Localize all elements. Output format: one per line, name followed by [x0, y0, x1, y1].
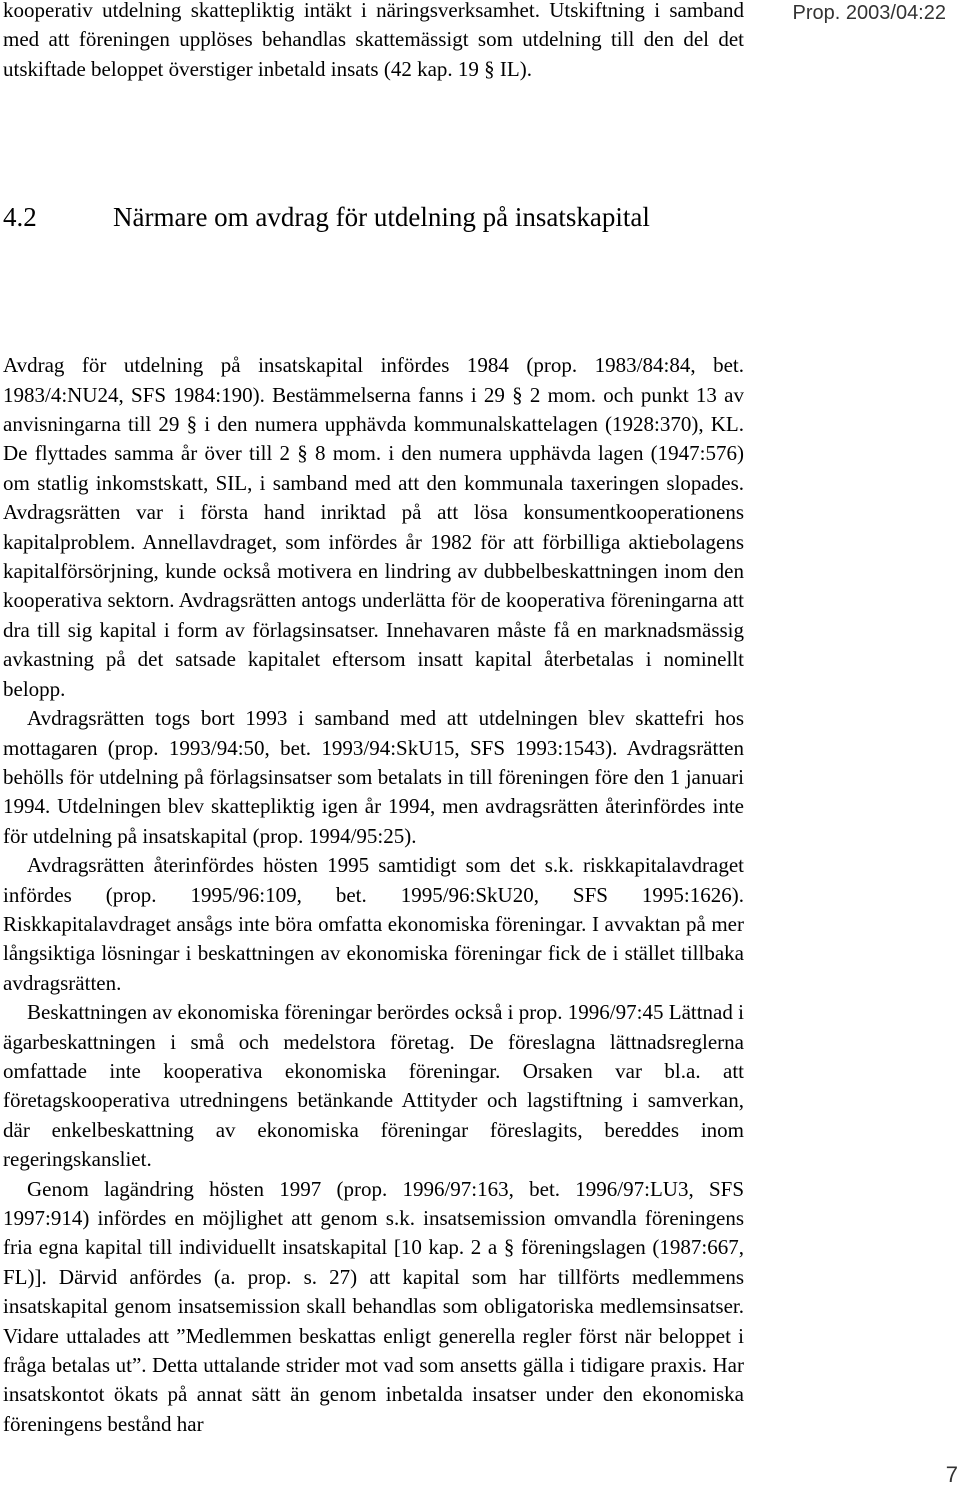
heading-spacer: [3, 84, 744, 351]
paragraph-1996: Beskattningen av ekonomiska föreningar berördes också i prop. 1996/97:45 Lättnad i ägarbeskattningen i små och medelstora företag. De föreslagna lättnadsreglerna omfattade inte kooperativa ekonomiska föreningar. Orsaken var bl.a. att företagskooperativa utredningens betänkande Attityder och lagstiftning i samverkan, där enkelbeskattning av ekonomiska föreningar föreslagits, bereddes inom regeringskansliet.: [3, 1000, 744, 1172]
paragraph-continuation: kooperativ utdelning skattepliktig intäkt i näringsverksamhet. Utskiftning i samband med att föreningen upplöses behandlas skattemässigt som utdelning till den del det utskiftade beloppet överstiger inbetald insats (42 kap. 19 § IL).: [3, 0, 744, 81]
proposition-reference: Prop. 2003/04:22: [792, 2, 946, 24]
section-title: Närmare om avdrag för utdelning på insatskapital: [113, 202, 650, 232]
page-number: 7: [945, 1462, 958, 1487]
paragraph-history: Avdrag för utdelning på insatskapital infördes 1984 (prop. 1983/84:84, bet. 1983/4:NU24, SFS 1984:190). Bestämmelserna fanns i 29 § 2 mom. och punkt 13 av anvisningarna till 29 § i den numera upphävda kommunalskattelagen (1928:370), KL. De flyttades samma år över till 2 § 8 mom. i den numera upphävda lagen (1947:576) om statlig inkomstskatt, SIL, i samband med att den kommunala taxeringen slopades. Avdragsrätten var i första hand inriktad på att lösa konsumentkooperationens kapitalproblem. Annellavdraget, som infördes år 1982 för att förbilliga aktiebolagens kapitalförsörjning, kunde också motivera en lindring av dubbelbeskattningen inom den kooperativa sektorn. Avdragsrätten antogs underlätta för de kooperativa föreningarna att dra till sig kapital i form av förlagsinsatser. Innehavaren måste få en marknadsmässig avkastning på det satsade kapitalet eftersom insatt kapital återbetalas i nominellt belopp.: [3, 353, 744, 701]
paragraph-1995: Avdragsrätten återinfördes hösten 1995 samtidigt som det s.k. riskkapitalavdraget infördes (prop. 1995/96:109, bet. 1995/96:SkU20, SFS 1995:1626). Riskkapitalavdraget ansågs inte böra omfatta ekonomiska föreningar. I avvaktan på mer långsiktiga lösningar i beskattningen av ekonomiska föreningar fick de i stället tillbaka avdragsrätten.: [3, 853, 744, 995]
paragraph-1993: Avdragsrätten togs bort 1993 i samband med att utdelningen blev skattefri hos mottagaren (prop. 1993/94:50, bet. 1993/94:SkU15, SFS 1993:1543). Avdragsrätten behölls för utdelning på förlagsinsatser som betalats in till föreningen före den 1 januari 1994. Utdelningen blev skattepliktig igen år 1994, men avdragsrätten återinfördes inte för utdelning på insatskapital (prop. 1994/95:25).: [3, 706, 744, 848]
body-text: [3, 0, 744, 1439]
paragraph-1997: Genom lagändring hösten 1997 (prop. 1996/97:163, bet. 1996/97:LU3, SFS 1997:914) infördes en möjlighet att genom s.k. insatsemission omvandla föreningens fria egna kapital till individuellt insatskapital [10 kap. 2 a § föreningslagen (1987:667, FL)]. Därvid anfördes (a. prop. s. 27) att kapital som har tillförts medlemmens insatskapital genom insatsemission skall behandlas som obligatoriska medlemsinsatser. Vidare uttalades att ”Medlemmen beskattas enligt generella regler först när beloppet i fråga betalas ut”. Detta uttalande strider mot vad som ansetts gälla i tidigare praxis. Har insatskontot ökats på annat sätt än genom inbetalda insatser under den ekonomiska föreningens bestånd har: [3, 1176, 744, 1436]
section-number: 4.2: [3, 202, 37, 232]
